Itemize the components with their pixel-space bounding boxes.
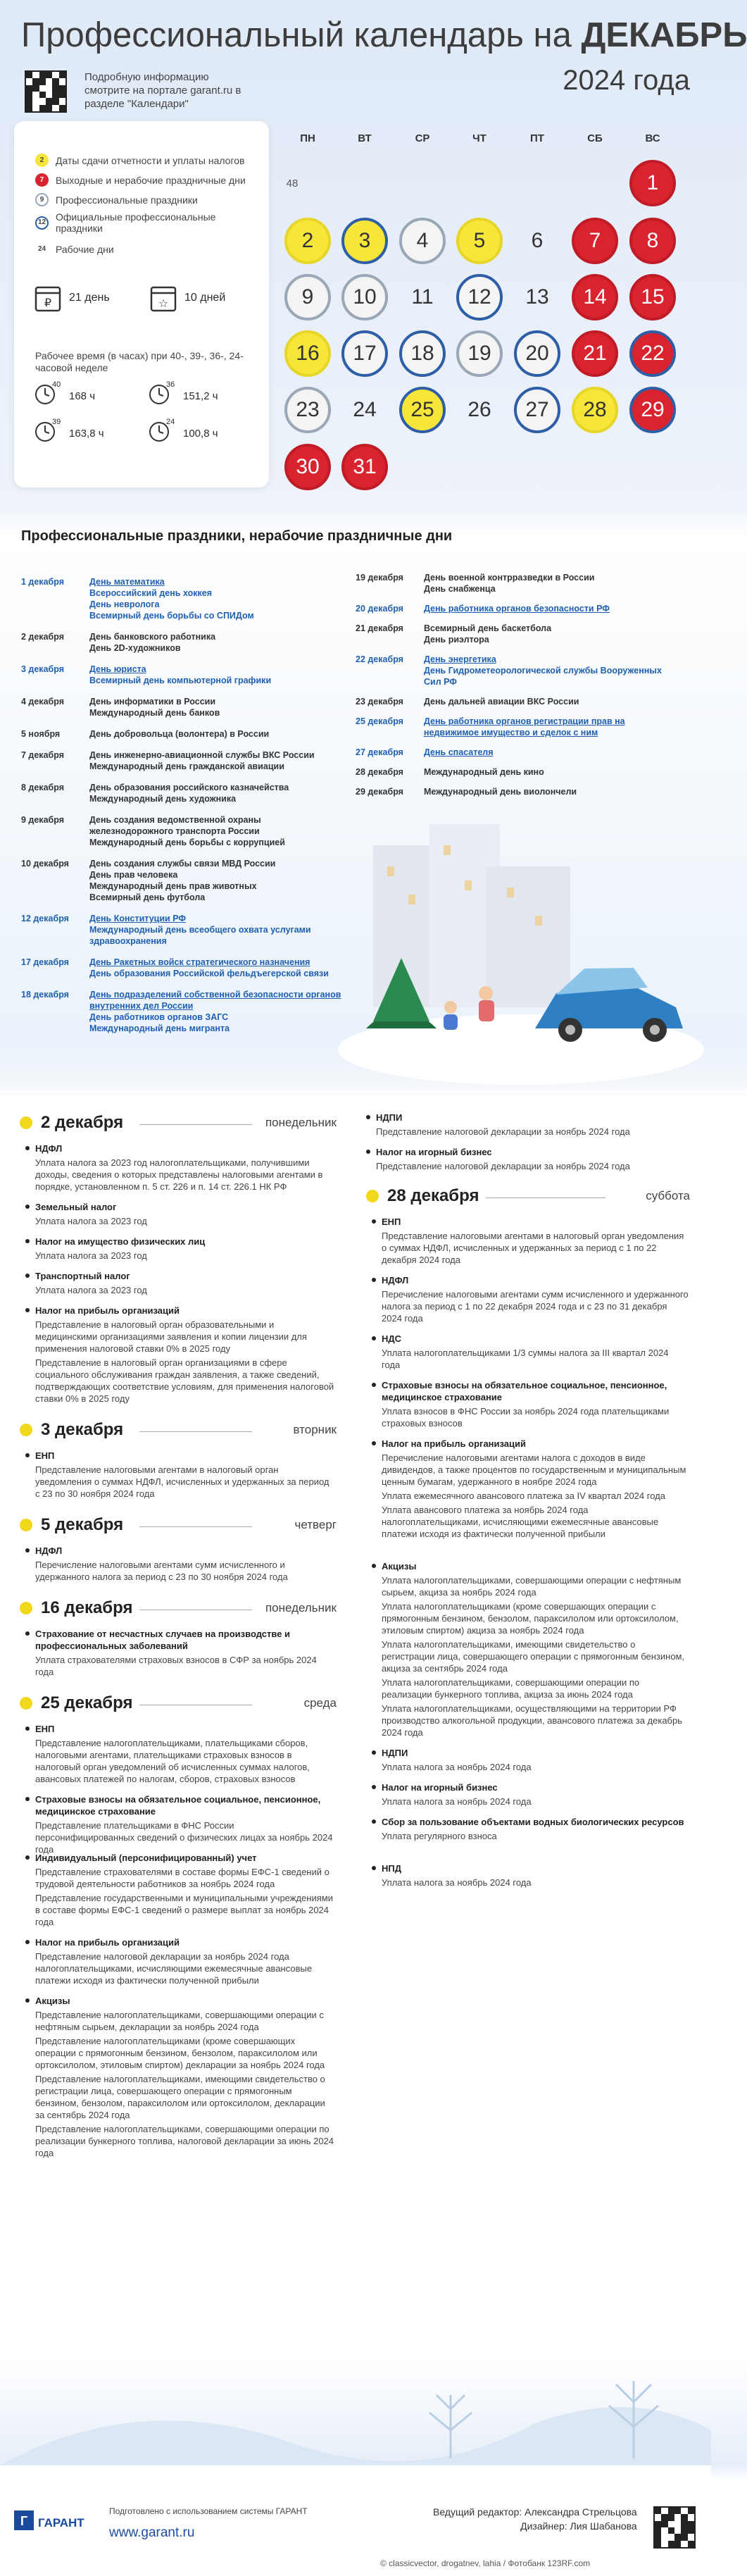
- tax-item: [25, 1236, 335, 1262]
- holiday-event: День создания службы связи МВД России: [89, 859, 276, 869]
- holiday-event: День информатики в России: [89, 697, 216, 707]
- tax-title: Акцизы: [35, 1996, 70, 2006]
- tax-item: [25, 1305, 335, 1405]
- tax-item: [25, 1201, 335, 1227]
- tax-item: [372, 1333, 689, 1371]
- deadline-date: 16 декабря: [41, 1598, 133, 1617]
- calendar-day[interactable]: 31: [341, 444, 388, 490]
- garant-link[interactable]: www.garant.ru: [109, 2525, 195, 2540]
- weekday-1: ВТ: [358, 132, 372, 144]
- holiday-event: День банковского работника: [89, 632, 216, 642]
- tax-text: Представление налогоплательщиками, плательщиками сборов, налоговыми агентами, плательщиками страховых взносов в налоговый орган уведомлений об исчисленных суммах налогов, авансовых платежей по налогам, сборов, страховых взносов: [35, 1738, 310, 1784]
- designer: Дизайнер: Лия Шабанова: [520, 2520, 637, 2532]
- divider: [486, 1197, 605, 1198]
- tax-item: [25, 1793, 335, 1855]
- tax-item: [372, 1816, 689, 1842]
- holiday-event: День математика: [89, 577, 165, 587]
- copyright: © classicvector, drogatnev, lahia / Фотобанк 123RF.com: [380, 2558, 591, 2568]
- tax-title: Страховые взносы на обязательное социальное, пенсионное, медицинское страхование: [382, 1380, 667, 1402]
- calendar-day[interactable]: 13: [525, 285, 549, 309]
- holiday-event: Международный день мигранта: [89, 1023, 230, 1033]
- deadline-weekday: четверг: [294, 1518, 337, 1531]
- tax-title: Индивидуальный (персонифицированный) учет: [35, 1853, 257, 1863]
- tax-title: НДФЛ: [35, 1545, 63, 1556]
- calendar-day[interactable]: 14: [572, 274, 618, 321]
- hours-24: 24 100,8 ч: [148, 421, 218, 446]
- holiday-date: 7 декабря: [21, 750, 65, 760]
- holiday-event: День Гидрометеорологической службы Вооруженных Сил РФ: [424, 666, 662, 687]
- holiday-event: День Конституции РФ: [89, 914, 187, 923]
- tax-title: НПД: [382, 1863, 401, 1874]
- holiday-date: 18 декабря: [21, 990, 69, 1000]
- calendar-day[interactable]: 1: [629, 160, 676, 206]
- deadline-date-header: [20, 1598, 337, 1618]
- tax-item: [372, 1438, 689, 1540]
- hours-title: Рабочее время (в часах) при 40-, 39-, 36-, 24-часовой неделе: [35, 350, 244, 373]
- tax-text: Уплата налога за ноябрь 2024 года: [382, 1796, 532, 1807]
- tax-item: [25, 1936, 335, 1986]
- qr-code[interactable]: [25, 70, 67, 113]
- holiday-event: День добровольца (волонтера) в России: [89, 729, 270, 739]
- legend-item-workdays: 24 Рабочие дни: [37, 243, 114, 255]
- deadline-weekday: среда: [303, 1696, 337, 1710]
- tax-text: Представление государственными и муниципальными учреждениями в составе формы ЕФС-1 сведений о размере выплат за ноябрь 2024 года: [35, 1893, 333, 1927]
- holiday-event: День энергетика: [424, 654, 496, 664]
- calendar-day[interactable]: 23: [284, 387, 331, 433]
- deadline-weekday: понедельник: [265, 1116, 337, 1129]
- holiday-event: Международный день кино: [424, 767, 544, 777]
- date-dot: [366, 1190, 379, 1202]
- legend-item-official: 12 Официальные профессиональные праздники: [35, 211, 260, 234]
- tax-title: НДПИ: [376, 1112, 403, 1123]
- calendar-day[interactable]: 27: [514, 387, 560, 433]
- week-number: 48: [286, 178, 299, 189]
- tax-text: Уплата страхователями страховых взносов в СФР за ноябрь 2024 года: [35, 1655, 317, 1677]
- calendar-day[interactable]: 10: [341, 274, 388, 321]
- holiday-date: 1 декабря: [21, 577, 65, 587]
- holiday-date: 25 декабря: [356, 716, 403, 726]
- tax-text: Перечисление налоговыми агентами сумм исчисленного и удержанного налога за период с 23 по 30 ноября 2024 года: [35, 1560, 288, 1582]
- tax-text: Перечисление налоговыми агентами налога с доходов в виде дивидендов, а также процентов по государственным и муниципальным ценным бумагам, удержанного в ноябре 2024 года: [382, 1452, 686, 1487]
- holiday-date: 3 декабря: [21, 664, 65, 674]
- tax-text: Уплата налога за 2023 год налогоплательщиками, получившими доходы, сведения о которых представлены налоговыми агентами в порядке, установленном п. 5 ст. 226 и п. 14 ст. 226.1 НК РФ: [35, 1157, 323, 1192]
- holiday-event: День дальней авиации ВКС России: [424, 697, 579, 707]
- holiday-event: День подразделений собственной безопасности органов внутренних дел России: [89, 990, 341, 1011]
- tax-item: [372, 1379, 689, 1429]
- calendar-ruble-icon: [34, 283, 62, 313]
- calendar-day[interactable]: 15: [629, 274, 676, 321]
- tax-text: Представление налогоплательщиками (кроме совершающих операции с прямогонным бензином, бензолом, параксилолом или ортоксилолом, этиловым спиртом) декларации за ноябрь 2024 года: [35, 2036, 325, 2070]
- svg-text:₽: ₽: [44, 296, 52, 309]
- legend-item-prof: 9 Профессиональные праздники: [35, 193, 260, 206]
- holiday-date: 29 декабря: [356, 787, 403, 797]
- garant-logo[interactable]: [14, 2508, 95, 2534]
- tax-text: Представление налогоплательщиками, совершающими операции по реализации бункерного топлива, налоговой декларации за июнь 2024 года: [35, 2124, 334, 2158]
- weekday-6: ВС: [645, 132, 660, 144]
- divider: [139, 1526, 252, 1527]
- tax-text: Представление страхователями в составе формы ЕФС-1 сведений о трудовой деятельности работников за ноябрь 2024 года: [35, 1867, 329, 1889]
- tax-title: ЕНП: [382, 1217, 401, 1227]
- tax-title: Налог на имущество физических лиц: [35, 1236, 206, 1247]
- tax-title: Сбор за пользование объектами водных биологических ресурсов: [382, 1817, 684, 1827]
- editor: Ведущий редактор: Александра Стрельцова: [433, 2506, 637, 2518]
- calendar-day[interactable]: 22: [629, 330, 676, 377]
- date-dot: [20, 1697, 32, 1710]
- tax-title: Налог на игорный бизнес: [376, 1147, 492, 1157]
- date-dot: [20, 1602, 32, 1614]
- calendar-day[interactable]: 5: [456, 218, 503, 264]
- weekday-4: ПТ: [530, 132, 544, 144]
- weekday-2: СР: [415, 132, 430, 144]
- deadline-weekday: вторник: [293, 1423, 337, 1436]
- winter-illustration: [345, 817, 697, 1085]
- holiday-date: 22 декабря: [356, 654, 403, 664]
- tax-text: Представление налоговой декларации за ноябрь 2024 года налогоплательщиками, исчисляющими ежемесячные авансовые платежи исходя из фактически полученной прибыли: [35, 1951, 313, 1986]
- date-dot: [20, 1116, 32, 1129]
- tax-item: [25, 1995, 335, 2159]
- holiday-date: 4 декабря: [21, 697, 65, 707]
- date-dot: [20, 1519, 32, 1531]
- holiday-event: Всемирный день футбола: [89, 892, 206, 902]
- calendar-day[interactable]: 17: [341, 330, 388, 377]
- svg-text:ГАРАНТ: ГАРАНТ: [38, 2516, 84, 2530]
- tax-item: [372, 1560, 689, 1738]
- work-days-stat: ₽ 21 день: [34, 283, 110, 313]
- weekday-0: ПН: [300, 132, 315, 144]
- calendar-day[interactable]: 7: [572, 218, 618, 264]
- holiday-date: 5 ноября: [21, 729, 61, 739]
- tax-text: Уплата налога за 2023 год: [35, 1285, 147, 1295]
- calendar-day[interactable]: 26: [467, 398, 491, 421]
- holiday-event: День образования Российской фельдъегерской связи: [89, 969, 329, 978]
- tax-text: Уплата налогоплательщиками (кроме совершающих операции с прямогонным бензином, бензолом, параксилолом или ортоксилолом, этиловым спиртом) акциза за ноябрь 2024 года: [382, 1601, 679, 1636]
- tax-title: ЕНП: [35, 1724, 55, 1734]
- tax-text: Представление в налоговый орган образовательными и медицинскими организациями заявления и копии лицензии для применения налоговой ставки 0% в 2025 году: [35, 1319, 307, 1354]
- holiday-event: День военной контрразведки в России: [424, 573, 595, 583]
- holiday-event: День невролога: [89, 599, 160, 609]
- tax-text: Уплата налогоплательщиками, имеющими свидетельство о регистрации лица, совершающего операции с прямогонным бензином, акциза за сентябрь 2024 года: [382, 1639, 685, 1674]
- holiday-date: 8 декабря: [21, 783, 65, 792]
- holiday-event: Международный день борьбы с коррупцией: [89, 838, 285, 847]
- tax-item: [372, 1862, 689, 1889]
- calendar-day[interactable]: 3: [341, 218, 388, 264]
- holiday-event: День образования российского казначейства: [89, 783, 289, 792]
- tax-title: Налог на прибыль организаций: [35, 1305, 180, 1316]
- tax-title: Транспортный налог: [35, 1271, 130, 1281]
- tax-text: Уплата налога за ноябрь 2024 года: [382, 1877, 532, 1888]
- deadline-date-header: [20, 1693, 337, 1713]
- tax-text: Уплата налогоплательщиками 1/3 суммы налога за III квартал 2024 года: [382, 1348, 669, 1370]
- calendar-day[interactable]: 12: [456, 274, 503, 321]
- tax-text: Представление налоговой декларации за ноябрь 2024 года: [376, 1161, 630, 1171]
- off-days-stat: ☆ 10 дней: [149, 283, 225, 313]
- hours-36: 36 151,2 ч: [148, 383, 218, 409]
- holiday-date: 21 декабря: [356, 623, 403, 633]
- tax-text: Уплата налога за 2023 год: [35, 1250, 147, 1261]
- calendar-day[interactable]: 9: [284, 274, 331, 321]
- deadline-date: 5 декабря: [41, 1515, 124, 1534]
- tax-text: Уплата авансового платежа за ноябрь 2024 года налогоплательщиками, исчисляющими ежемесячные авансовые платежи исходя из фактически полученной прибыли: [382, 1505, 659, 1539]
- snow-illustration: [0, 2346, 711, 2465]
- date-dot: [20, 1424, 32, 1436]
- tax-text: Представление налоговыми агентами в налоговый орган уведомления о суммах НДФЛ, исчисленных и удержанных за период с 23 по 30 ноября 2024 года: [35, 1464, 329, 1499]
- credits: [433, 2505, 637, 2533]
- holidays-title: Профессиональные праздники, нерабочие праздничные дни: [21, 528, 453, 544]
- tax-item: [372, 1274, 689, 1324]
- holiday-event: День работника органов регистрации прав на недвижимое имущество и сделок с ним: [424, 716, 625, 738]
- calendar-day[interactable]: 4: [399, 218, 446, 264]
- calendar-day[interactable]: 30: [284, 444, 331, 490]
- holiday-date: 17 декабря: [21, 957, 69, 967]
- holiday-event: Всемирный день борьбы со СПИДом: [89, 611, 254, 621]
- tax-item: [366, 1146, 683, 1172]
- calendar-day[interactable]: 25: [399, 387, 446, 433]
- weekday-3: ЧТ: [472, 132, 487, 144]
- tax-item: [366, 1112, 683, 1138]
- holiday-date: 20 декабря: [356, 604, 403, 614]
- hours-39: 39 163,8 ч: [34, 421, 104, 446]
- tax-title: НДПИ: [382, 1748, 408, 1758]
- tax-text: Уплата налога за 2023 год: [35, 1216, 147, 1226]
- deadline-date: 25 декабря: [41, 1693, 133, 1712]
- holiday-date: 28 декабря: [356, 767, 403, 777]
- calendar-day[interactable]: 11: [411, 285, 434, 309]
- calendar-day[interactable]: 8: [629, 218, 676, 264]
- deadline-weekday: понедельник: [265, 1601, 337, 1614]
- tax-title: ЕНП: [35, 1450, 55, 1461]
- holiday-event: День спасателя: [424, 747, 494, 757]
- qr-code-footer[interactable]: [653, 2506, 696, 2549]
- tax-text: Представление налоговой декларации за ноябрь 2024 года: [376, 1126, 630, 1137]
- holiday-event: День снабженца: [424, 584, 496, 594]
- tax-title: Страхование от несчастных случаев на производстве и профессиональных заболеваний: [35, 1629, 291, 1651]
- holiday-event: Международный день гражданской авиации: [89, 761, 284, 771]
- holiday-event: Международный день всеобщего охвата услугами здравоохранения: [89, 925, 311, 946]
- tax-title: Акцизы: [382, 1561, 417, 1572]
- tax-item: [25, 1628, 335, 1678]
- holiday-event: День риэлтора: [424, 635, 489, 645]
- divider: [139, 1124, 252, 1125]
- tax-title: НДС: [382, 1333, 402, 1344]
- calendar-day[interactable]: 6: [531, 229, 544, 252]
- tax-text: Уплата взносов в ФНС России за ноябрь 2024 года плательщиками страховых взносов: [382, 1406, 670, 1429]
- svg-text:Г: Г: [20, 2514, 28, 2528]
- tax-text: Представление налоговыми агентами в налоговый орган уведомления о суммах НДФЛ, исчисленных и удержанных за период с 1 по 22 декабря 2024 года: [382, 1231, 684, 1265]
- holiday-date: 9 декабря: [21, 815, 65, 825]
- holiday-date: 12 декабря: [21, 914, 69, 923]
- info-text: Подробную информацию смотрите на портале garant.ru в разделе "Календари": [84, 71, 241, 110]
- tax-item: [372, 1781, 689, 1807]
- deadline-date-header: [366, 1186, 690, 1206]
- garant-note: Подготовлено с использованием системы ГАРАНТ: [109, 2506, 308, 2516]
- calendar-star-icon: [149, 283, 177, 313]
- legend-item-taxes: 2 Даты сдачи отчетности и уплаты налогов: [35, 154, 260, 167]
- holiday-event: День работников органов ЗАГС: [89, 1012, 229, 1022]
- deadline-date: 2 декабря: [41, 1113, 124, 1132]
- tax-item: [25, 1852, 335, 1928]
- holiday-event: День инженерно-авиационной службы ВКС России: [89, 750, 315, 760]
- holiday-date: 2 декабря: [21, 632, 65, 642]
- tax-text: Представление плательщиками в ФНС России персонифицированных сведений о физических лицах за ноябрь 2024 года: [35, 1820, 333, 1855]
- weekday-5: СБ: [587, 132, 603, 144]
- tax-title: Налог на прибыль организаций: [382, 1438, 527, 1449]
- holiday-event: День юриста: [89, 664, 146, 674]
- holiday-event: Международный день виолончели: [424, 787, 577, 797]
- holiday-date: 27 декабря: [356, 747, 403, 757]
- tax-item: [25, 1545, 335, 1583]
- legend-item-weekend: 7 Выходные и нерабочие праздничные дни: [35, 173, 260, 187]
- tax-title: Налог на игорный бизнес: [382, 1782, 498, 1793]
- tax-text: Представление в налоговый орган организациями в сфере социального обслуживания граждан заявления, а также сведений, подтверждающих соответствие условиям, для применения налоговой ставки 0% в 2025 году: [35, 1357, 334, 1404]
- tax-item: [25, 1270, 335, 1296]
- holiday-event: Международный день прав животных: [89, 881, 257, 891]
- holiday-event: День Ракетных войск стратегического назначения: [89, 957, 310, 967]
- tax-item: [25, 1723, 335, 1785]
- holiday-event: День создания ведомственной охраны железнодорожного транспорта России: [89, 815, 261, 836]
- deadline-date-header: [20, 1515, 337, 1535]
- calendar-day[interactable]: 29: [629, 387, 676, 433]
- holiday-event: Всероссийский день хоккея: [89, 588, 212, 598]
- tax-item: [372, 1216, 689, 1266]
- calendar-day[interactable]: 2: [284, 218, 331, 264]
- page-year: 2024 года: [563, 65, 690, 96]
- garant-logo-image: [14, 2508, 95, 2534]
- holiday-event: Всемирный день компьютерной графики: [89, 676, 272, 685]
- tax-text: Представление налогоплательщиками, имеющими свидетельство о регистрации лица, совершающего операции с прямогонным бензином, бензолом, параксилолом или ортоксилолом, декларации за сентябрь 2024 года: [35, 2074, 325, 2120]
- holiday-event: Международный день банков: [89, 708, 220, 718]
- divider: [139, 1431, 252, 1432]
- holiday-date: 19 декабря: [356, 573, 403, 583]
- deadline-date-header: [20, 1113, 337, 1133]
- svg-text:☆: ☆: [158, 297, 169, 310]
- calendar-day[interactable]: 16: [284, 330, 331, 377]
- holiday-event: День прав человека: [89, 870, 178, 880]
- tax-text: Уплата ежемесячного авансового платежа за IV квартал 2024 года: [382, 1491, 665, 1501]
- deadline-weekday: суббота: [646, 1189, 690, 1202]
- holiday-event: День работника органов безопасности РФ: [424, 604, 610, 614]
- tax-title: Страховые взносы на обязательное социальное, пенсионное, медицинское страхование: [35, 1794, 321, 1817]
- deadline-date: 3 декабря: [41, 1420, 124, 1439]
- holiday-date: 23 декабря: [356, 697, 403, 707]
- tax-text: Уплата налогоплательщиками, осуществляющими на территории РФ производство алкогольной продукции, авансового платежа за декабрь 2024 года: [382, 1703, 683, 1738]
- hours-40: 40 168 ч: [34, 383, 95, 409]
- tax-title: НДФЛ: [35, 1143, 63, 1154]
- tax-text: Представление налогоплательщиками, совершающими операции с нефтяным сырьем, декларации за ноябрь 2024 года: [35, 2010, 324, 2032]
- calendar-day[interactable]: 21: [572, 330, 618, 377]
- tax-text: Уплата налогоплательщиками, совершающими операции по реализации бункерного топлива, акциза за июнь 2024 года: [382, 1677, 640, 1700]
- holiday-date: 10 декабря: [21, 859, 69, 869]
- tax-text: Перечисление налоговыми агентами сумм исчисленного и удержанного налога за период с 1 по 22 декабря 2024 года и с 23 по 31 декабря 2024 года: [382, 1289, 689, 1324]
- tax-title: НДФЛ: [382, 1275, 409, 1286]
- calendar-day[interactable]: 24: [353, 398, 377, 421]
- legend-card: [14, 121, 269, 487]
- tax-item: [25, 1450, 335, 1500]
- tax-item: [25, 1143, 335, 1193]
- tax-title: Земельный налог: [35, 1202, 117, 1212]
- holiday-event: Международный день художника: [89, 794, 237, 804]
- tax-item: [372, 1747, 689, 1773]
- deadline-date-header: [20, 1420, 337, 1440]
- tax-text: Уплата налога за ноябрь 2024 года: [382, 1762, 532, 1772]
- tax-text: Уплата налогоплательщиками, совершающими операции с нефтяным сырьем, акциза за ноябрь 2024 года: [382, 1575, 682, 1598]
- calendar-day[interactable]: 18: [399, 330, 446, 377]
- deadline-date: 28 декабря: [387, 1186, 479, 1205]
- calendar-day[interactable]: 20: [514, 330, 560, 377]
- tax-title: Налог на прибыль организаций: [35, 1937, 180, 1948]
- calendar-day[interactable]: 28: [572, 387, 618, 433]
- calendar-day[interactable]: 19: [456, 330, 503, 377]
- holiday-event: День 2D-художников: [89, 643, 181, 653]
- page-title: Профессиональный календарь на ДЕКАБРЬ: [21, 16, 747, 54]
- tax-text: Уплата регулярного взноса: [382, 1831, 497, 1841]
- holiday-event: Всемирный день баскетбола: [424, 623, 552, 633]
